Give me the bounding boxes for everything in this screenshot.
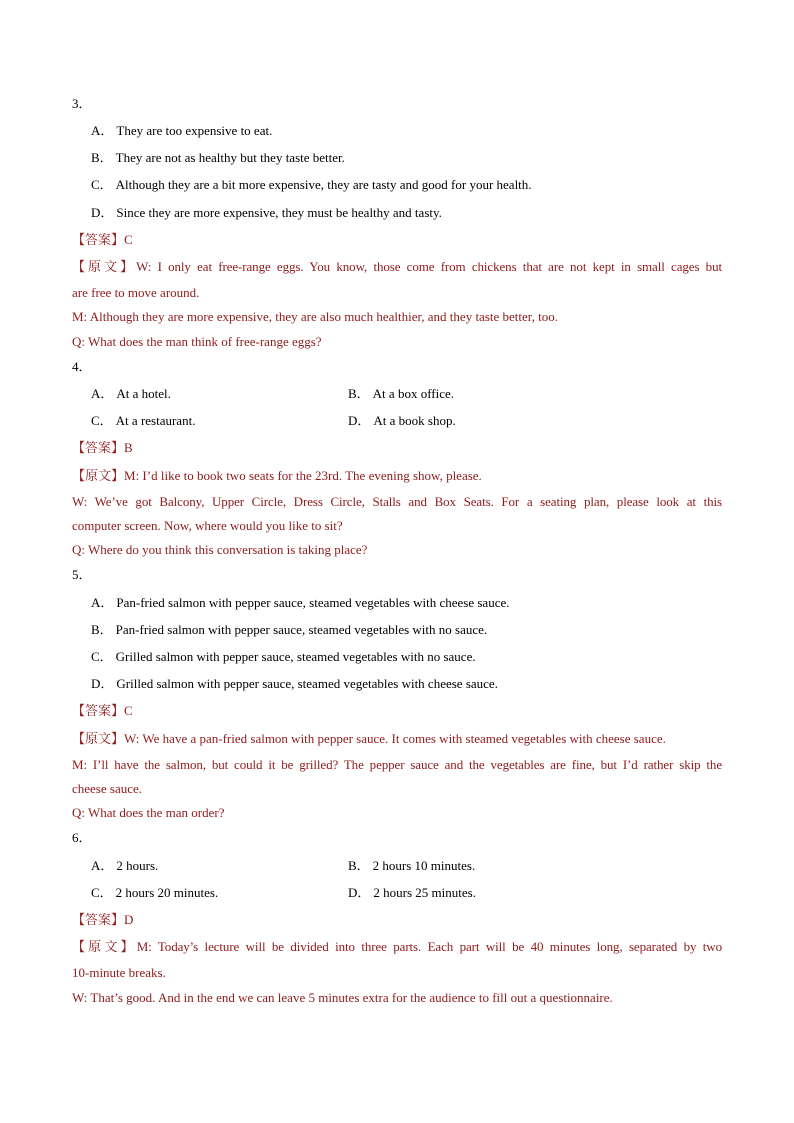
option-text: At a restaurant. [115, 413, 196, 428]
option-letter: C． [91, 885, 113, 900]
transcript-line: Q: Where do you think this conversation is taking place? [72, 542, 368, 557]
option-text: 2 hours 10 minutes. [372, 858, 476, 873]
option-a [91, 594, 510, 612]
option-letter: A． [91, 595, 114, 610]
option-letter: A． [91, 858, 114, 873]
transcript-text: M: Today’s lecture will be divided into three parts. Each part will be 40 minutes long, separated by two [136, 939, 722, 954]
transcript-label: 【原文】 [72, 731, 125, 746]
question-number: 4． [72, 359, 92, 374]
option-d [91, 675, 498, 693]
transcript-line: M: Although they are more expensive, they are also much healthier, and they taste better, too. [72, 309, 558, 324]
option-a [91, 857, 158, 875]
answer-value: B [124, 440, 133, 455]
option-c [91, 412, 195, 430]
question-number: 5． [72, 567, 92, 582]
transcript-line: Q: What does the man order? [72, 805, 225, 820]
transcript-text: W: We have a pan-fried salmon with pepper sauce. It comes with steamed vegetables with cheese sauce. [124, 731, 666, 746]
option-text: They are too expensive to eat. [116, 123, 273, 138]
answer-label: 【答案】 [72, 912, 125, 927]
option-a [91, 385, 171, 403]
option-text: At a hotel. [116, 386, 171, 401]
option-a [91, 122, 272, 140]
option-text: Although they are a bit more expensive, they are tasty and good for your health. [115, 177, 532, 192]
answer-value: C [124, 232, 133, 247]
option-b [91, 149, 345, 167]
transcript-text: W: I only eat free-range eggs. You know, those come from chickens that are not kept in small cages but [136, 259, 722, 274]
transcript-text: M: I’d like to book two seats for the 23rd. The evening show, please. [124, 468, 482, 483]
option-letter: A． [91, 123, 114, 138]
transcript-line [72, 467, 482, 485]
option-text: 2 hours 25 minutes. [373, 885, 476, 900]
option-letter: C． [91, 177, 113, 192]
option-letter: A． [91, 386, 114, 401]
transcript-line: computer screen. Now, where would you like to sit? [72, 518, 343, 533]
option-text: 2 hours. [116, 858, 159, 873]
option-text: They are not as healthy but they taste better. [115, 150, 345, 165]
option-d [348, 884, 476, 902]
answer-line [72, 439, 133, 457]
option-letter: D． [348, 413, 371, 428]
option-letter: D． [348, 885, 371, 900]
question-number: 6． [72, 830, 92, 845]
transcript-line: M: I’ll have the salmon, but could it be grilled? The pepper sauce and the vegetables are fine, but I’d rather skip the [72, 757, 722, 772]
option-b [348, 857, 475, 875]
option-letter: B． [91, 150, 113, 165]
option-letter: B． [348, 858, 370, 873]
transcript-line: cheese sauce. [72, 781, 143, 796]
option-letter: B． [91, 622, 113, 637]
option-text: At a box office. [372, 386, 455, 401]
option-letter: B． [348, 386, 370, 401]
transcript-line [72, 938, 722, 956]
option-text: 2 hours 20 minutes. [115, 885, 219, 900]
option-c [91, 648, 476, 666]
option-text: At a book shop. [373, 413, 456, 428]
option-letter: D． [91, 205, 114, 220]
option-text: Grilled salmon with pepper sauce, steamed vegetables with no sauce. [115, 649, 476, 664]
transcript-line: W: That’s good. And in the end we can leave 5 minutes extra for the audience to fill out a questionnaire. [72, 990, 613, 1005]
option-text: Pan-fried salmon with pepper sauce, steamed vegetables with no sauce. [115, 622, 488, 637]
answer-line [72, 231, 133, 249]
option-letter: C． [91, 413, 113, 428]
option-letter: D． [91, 676, 114, 691]
question-number: 3． [72, 96, 92, 111]
answer-label: 【答案】 [72, 703, 125, 718]
option-letter: C． [91, 649, 113, 664]
transcript-label: 【原文】 [72, 939, 137, 954]
transcript-label: 【原文】 [72, 259, 137, 274]
transcript-label: 【原文】 [72, 468, 125, 483]
transcript-line [72, 258, 722, 276]
option-b [91, 621, 487, 639]
answer-line [72, 911, 133, 929]
option-b [348, 385, 454, 403]
option-c [91, 176, 532, 194]
transcript-line: 10-minute breaks. [72, 965, 166, 980]
transcript-line [72, 730, 666, 748]
option-text: Since they are more expensive, they must be healthy and tasty. [116, 205, 442, 220]
option-c [91, 884, 218, 902]
option-d [91, 204, 442, 222]
transcript-line: are free to move around. [72, 285, 200, 300]
answer-value: C [124, 703, 133, 718]
option-d [348, 412, 456, 430]
transcript-line: W: We’ve got Balcony, Upper Circle, Dress Circle, Stalls and Box Seats. For a seating plan, please look at this [72, 494, 722, 509]
answer-label: 【答案】 [72, 440, 125, 455]
answer-label: 【答案】 [72, 232, 125, 247]
option-text: Grilled salmon with pepper sauce, steamed vegetables with cheese sauce. [116, 676, 498, 691]
answer-line [72, 702, 133, 720]
option-text: Pan-fried salmon with pepper sauce, steamed vegetables with cheese sauce. [116, 595, 510, 610]
answer-value: D [124, 912, 134, 927]
transcript-line: Q: What does the man think of free-range eggs? [72, 334, 322, 349]
